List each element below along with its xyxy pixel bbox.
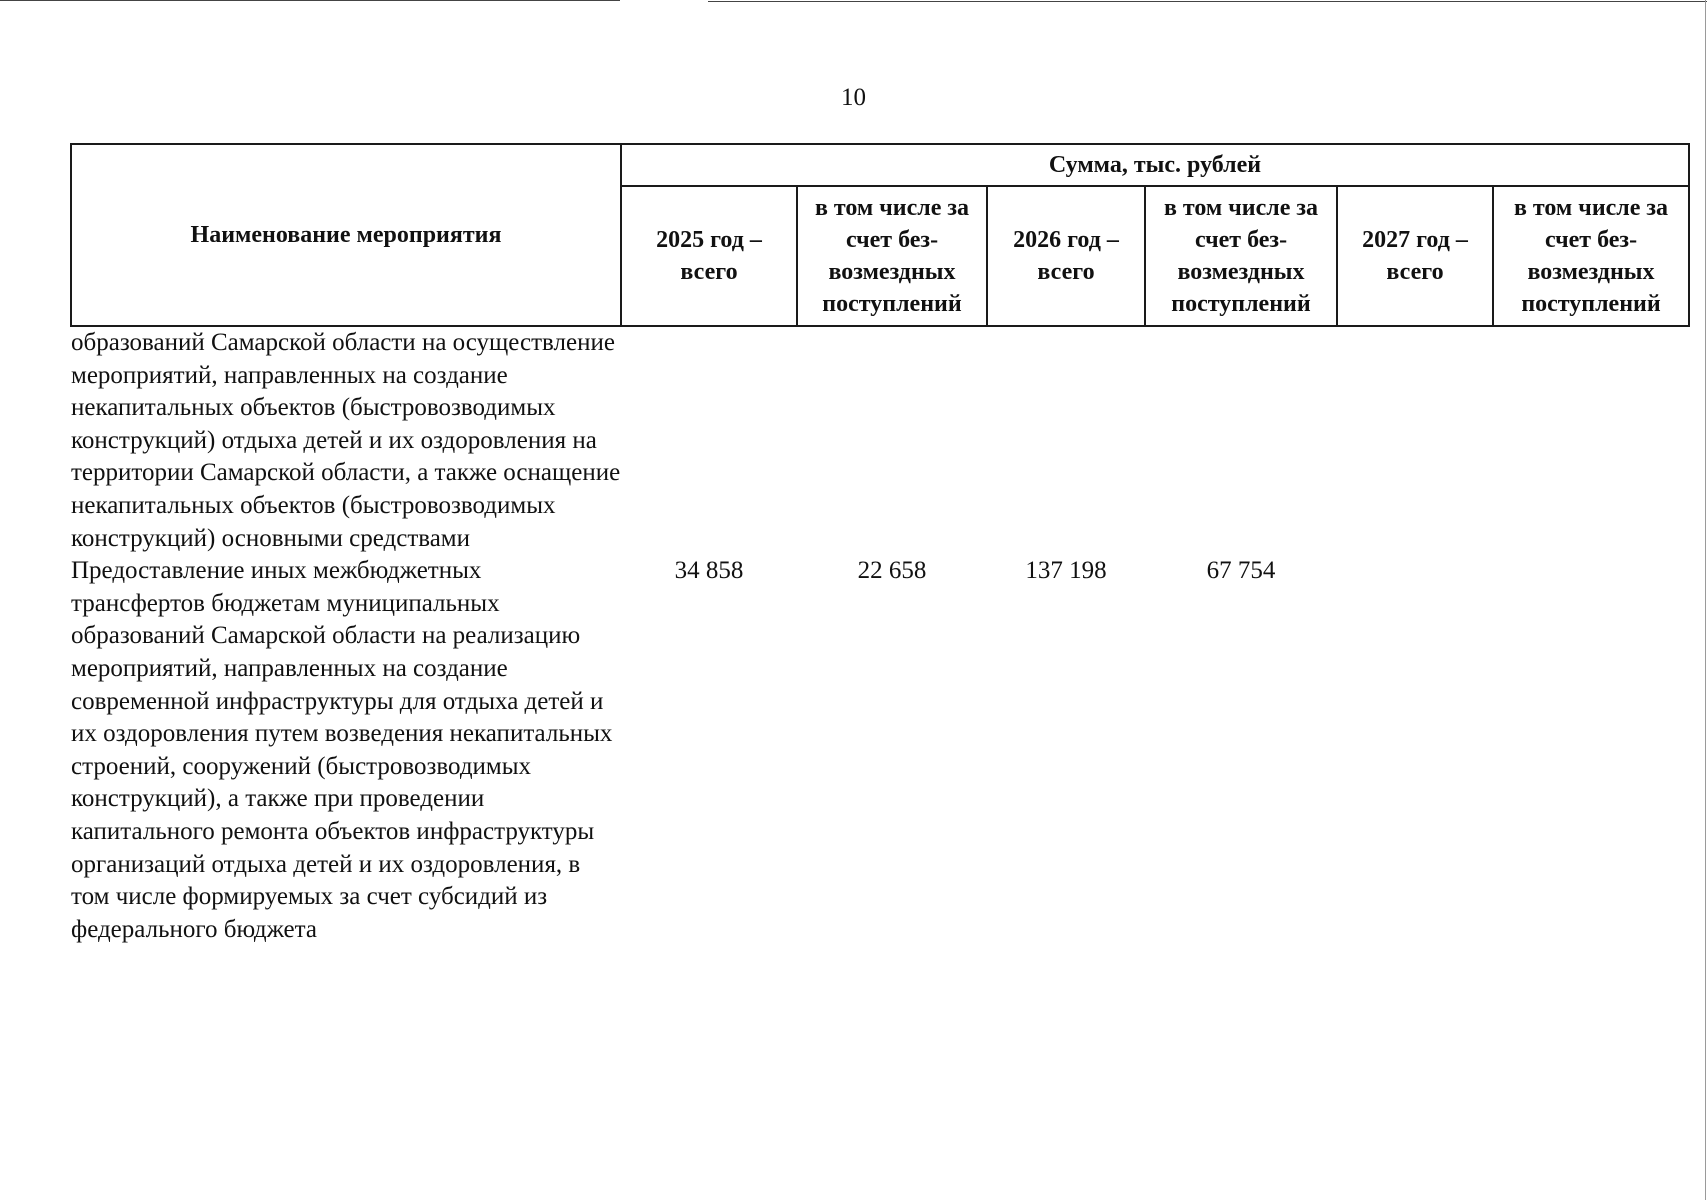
scan-edge-line (0, 0, 620, 1)
row-measure-name: Предоставление иных межбюджетных трансфертов бюджетам муниципальных образований Самарской области на реализацию мероприятий, направленных на создание современной инфраструктуры для отдыха детей и их оздоровления путем возведения некапитальных строений, сооружений (быстровозводимых конструкций), а также при проведении капитального ремонта объектов инфраструктуры организаций отдыха детей и их оздоровления, в том числе формируемых за счет субсидий из федерального бюджета (71, 557, 613, 943)
table-row (71, 555, 1689, 946)
value-2025-gratuitous: 22 658 (857, 557, 927, 585)
value-2026-gratuitous: 67 754 (1206, 557, 1276, 585)
value-2025-gratuitous (797, 326, 987, 555)
header-2025-total: 2025 год – всего (621, 186, 797, 326)
value-2026-gratuitous (1145, 326, 1337, 555)
value-2025-total: 34 858 (674, 557, 744, 585)
header-name-column: Наименование мероприятия (71, 144, 621, 326)
value-2027-total (1337, 555, 1493, 946)
value-2025-total (621, 326, 797, 555)
header-2026-total: 2026 год – всего (987, 186, 1145, 326)
value-2026-total (987, 326, 1145, 555)
value-2026-total: 137 198 (1025, 557, 1107, 585)
header-2027-gratuitous: в том числе за счет без-возмездных поступлений (1493, 186, 1689, 326)
value-2027-gratuitous (1493, 555, 1689, 946)
budget-table (70, 143, 1690, 946)
table-header (71, 144, 1689, 326)
header-sum-group: Сумма, тыс. рублей (621, 144, 1689, 186)
scan-edge-line (1705, 0, 1706, 1200)
page-number: 10 (841, 84, 866, 111)
value-2027-gratuitous (1493, 326, 1689, 555)
table-row (71, 326, 1689, 555)
row-measure-name: образований Самарской области на осуществление мероприятий, направленных на создание некапитальных объектов (быстровозводимых конструкций) отдыха детей и их оздоровления на территории Самарской области, а также оснащение некапитальных объектов (быстровозводимых конструкций) основными средствами (71, 329, 621, 552)
header-2025-gratuitous: в том числе за счет без-возмездных поступлений (797, 186, 987, 326)
scan-edge-line (708, 1, 1707, 2)
header-2027-total: 2027 год – всего (1337, 186, 1493, 326)
value-2027-total (1337, 326, 1493, 555)
header-2026-gratuitous: в том числе за счет без-возмездных поступлений (1145, 186, 1337, 326)
